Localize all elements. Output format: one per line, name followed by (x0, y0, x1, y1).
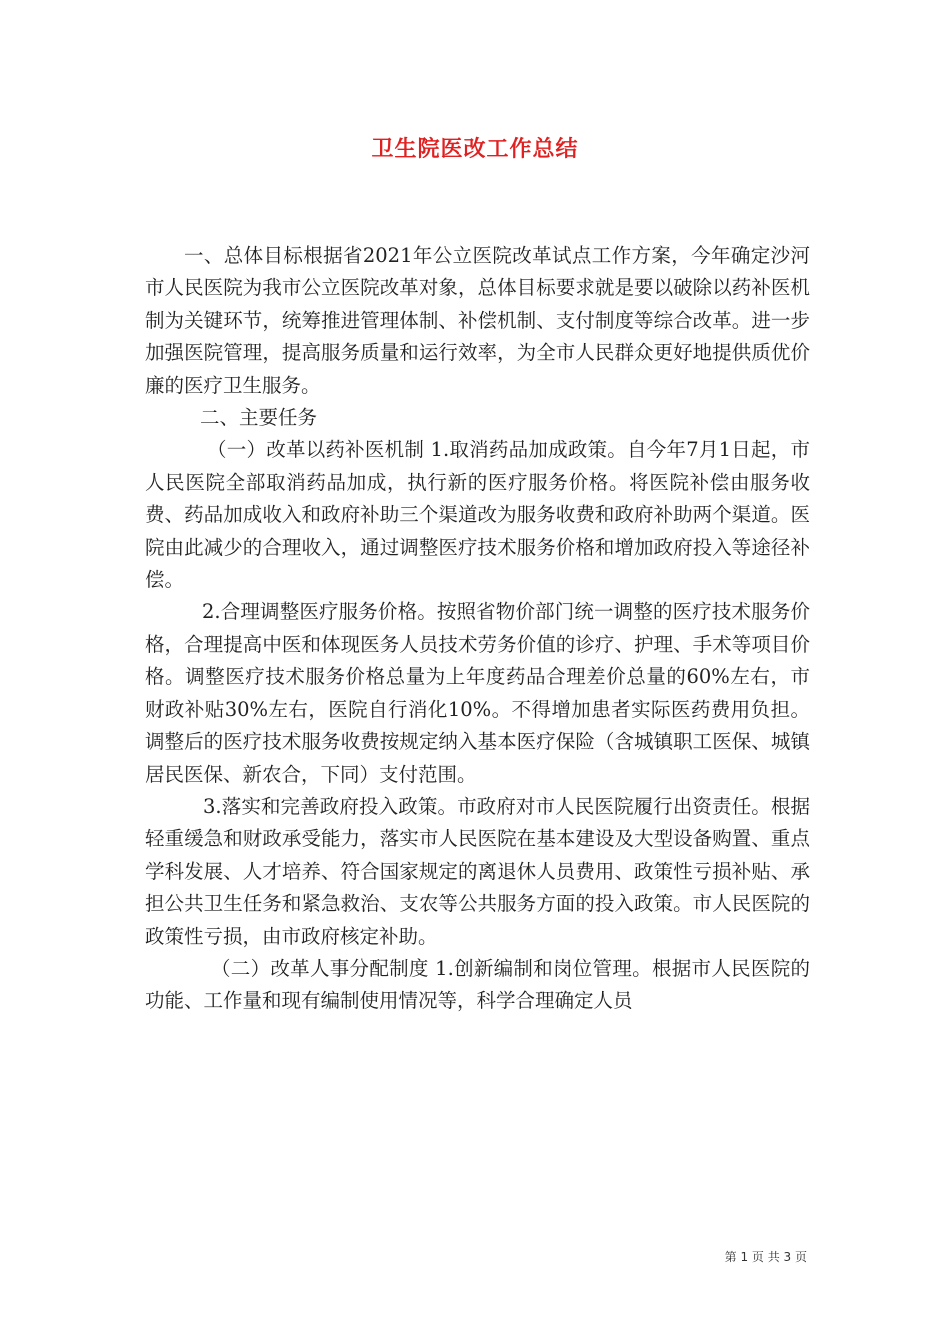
heading-main-tasks: 二、主要任务 (200, 406, 318, 430)
paragraph-government-investment: 3.落实和完善政府投入政策。市政府对市人民医院履行出资责任。根据轻重缓急和财政承受能力，落实市人民医院在基本建设及大型设备购置、重点学科发展、人才培养、符合国家规定的离退休人员费用、政策性亏损补贴、承担公共卫生任务和紧急救治、支农等公共服务方面的投入政策。市人民医院的政策性亏损，由市政府核定补助。 (145, 794, 810, 948)
document-body (145, 240, 810, 1018)
paragraph-drug-reform: （一）改革以药补医机制 1.取消药品加成政策。自今年7月1日起，市人民医院全部取消药品加成，执行新的医疗服务价格。将医院补偿由服务收费、药品加成收入和政府补助三个渠道改为服务收费和政府补助两个渠道。医院由此减少的合理收入，通过调整医疗技术服务价格和增加政府投入等途径补偿。 (145, 438, 810, 592)
document-title: 卫生院医改工作总结 (371, 137, 579, 162)
paragraph-price-adjustment: 2.合理调整医疗服务价格。按照省物价部门统一调整的医疗技术服务价格，合理提高中医和体现医务人员技术劳务价值的诊疗、护理、手术等项目价格。调整医疗技术服务价格总量为上年度药品合理差价总量的60%左右，市财政补贴30%左右，医院自行消化10%。不得增加患者实际医药费用负担。调整后的医疗技术服务收费按规定纳入基本医疗保险（含城镇职工医保、城镇居民医保、新农合，下同）支付范围。 (145, 600, 810, 786)
page-number: 第 1 页 共 3 页 (724, 1250, 807, 1264)
paragraph-personnel-reform: （二）改革人事分配制度 1.创新编制和岗位管理。根据市人民医院的功能、工作量和现有编制使用情况等，科学合理确定人员 (145, 956, 810, 1013)
paragraph-overall-goal: 一、总体目标根据省2021年公立医院改革试点工作方案，今年确定沙河市人民医院为我市公立医院改革对象，总体目标要求就是要以破除以药补医机制为关键环节，统筹推进管理体制、补偿机制、支付制度等综合改革。进一步加强医院管理，提高服务质量和运行效率，为全市人民群众更好地提供质优价廉的医疗卫生服务。 (145, 244, 810, 397)
